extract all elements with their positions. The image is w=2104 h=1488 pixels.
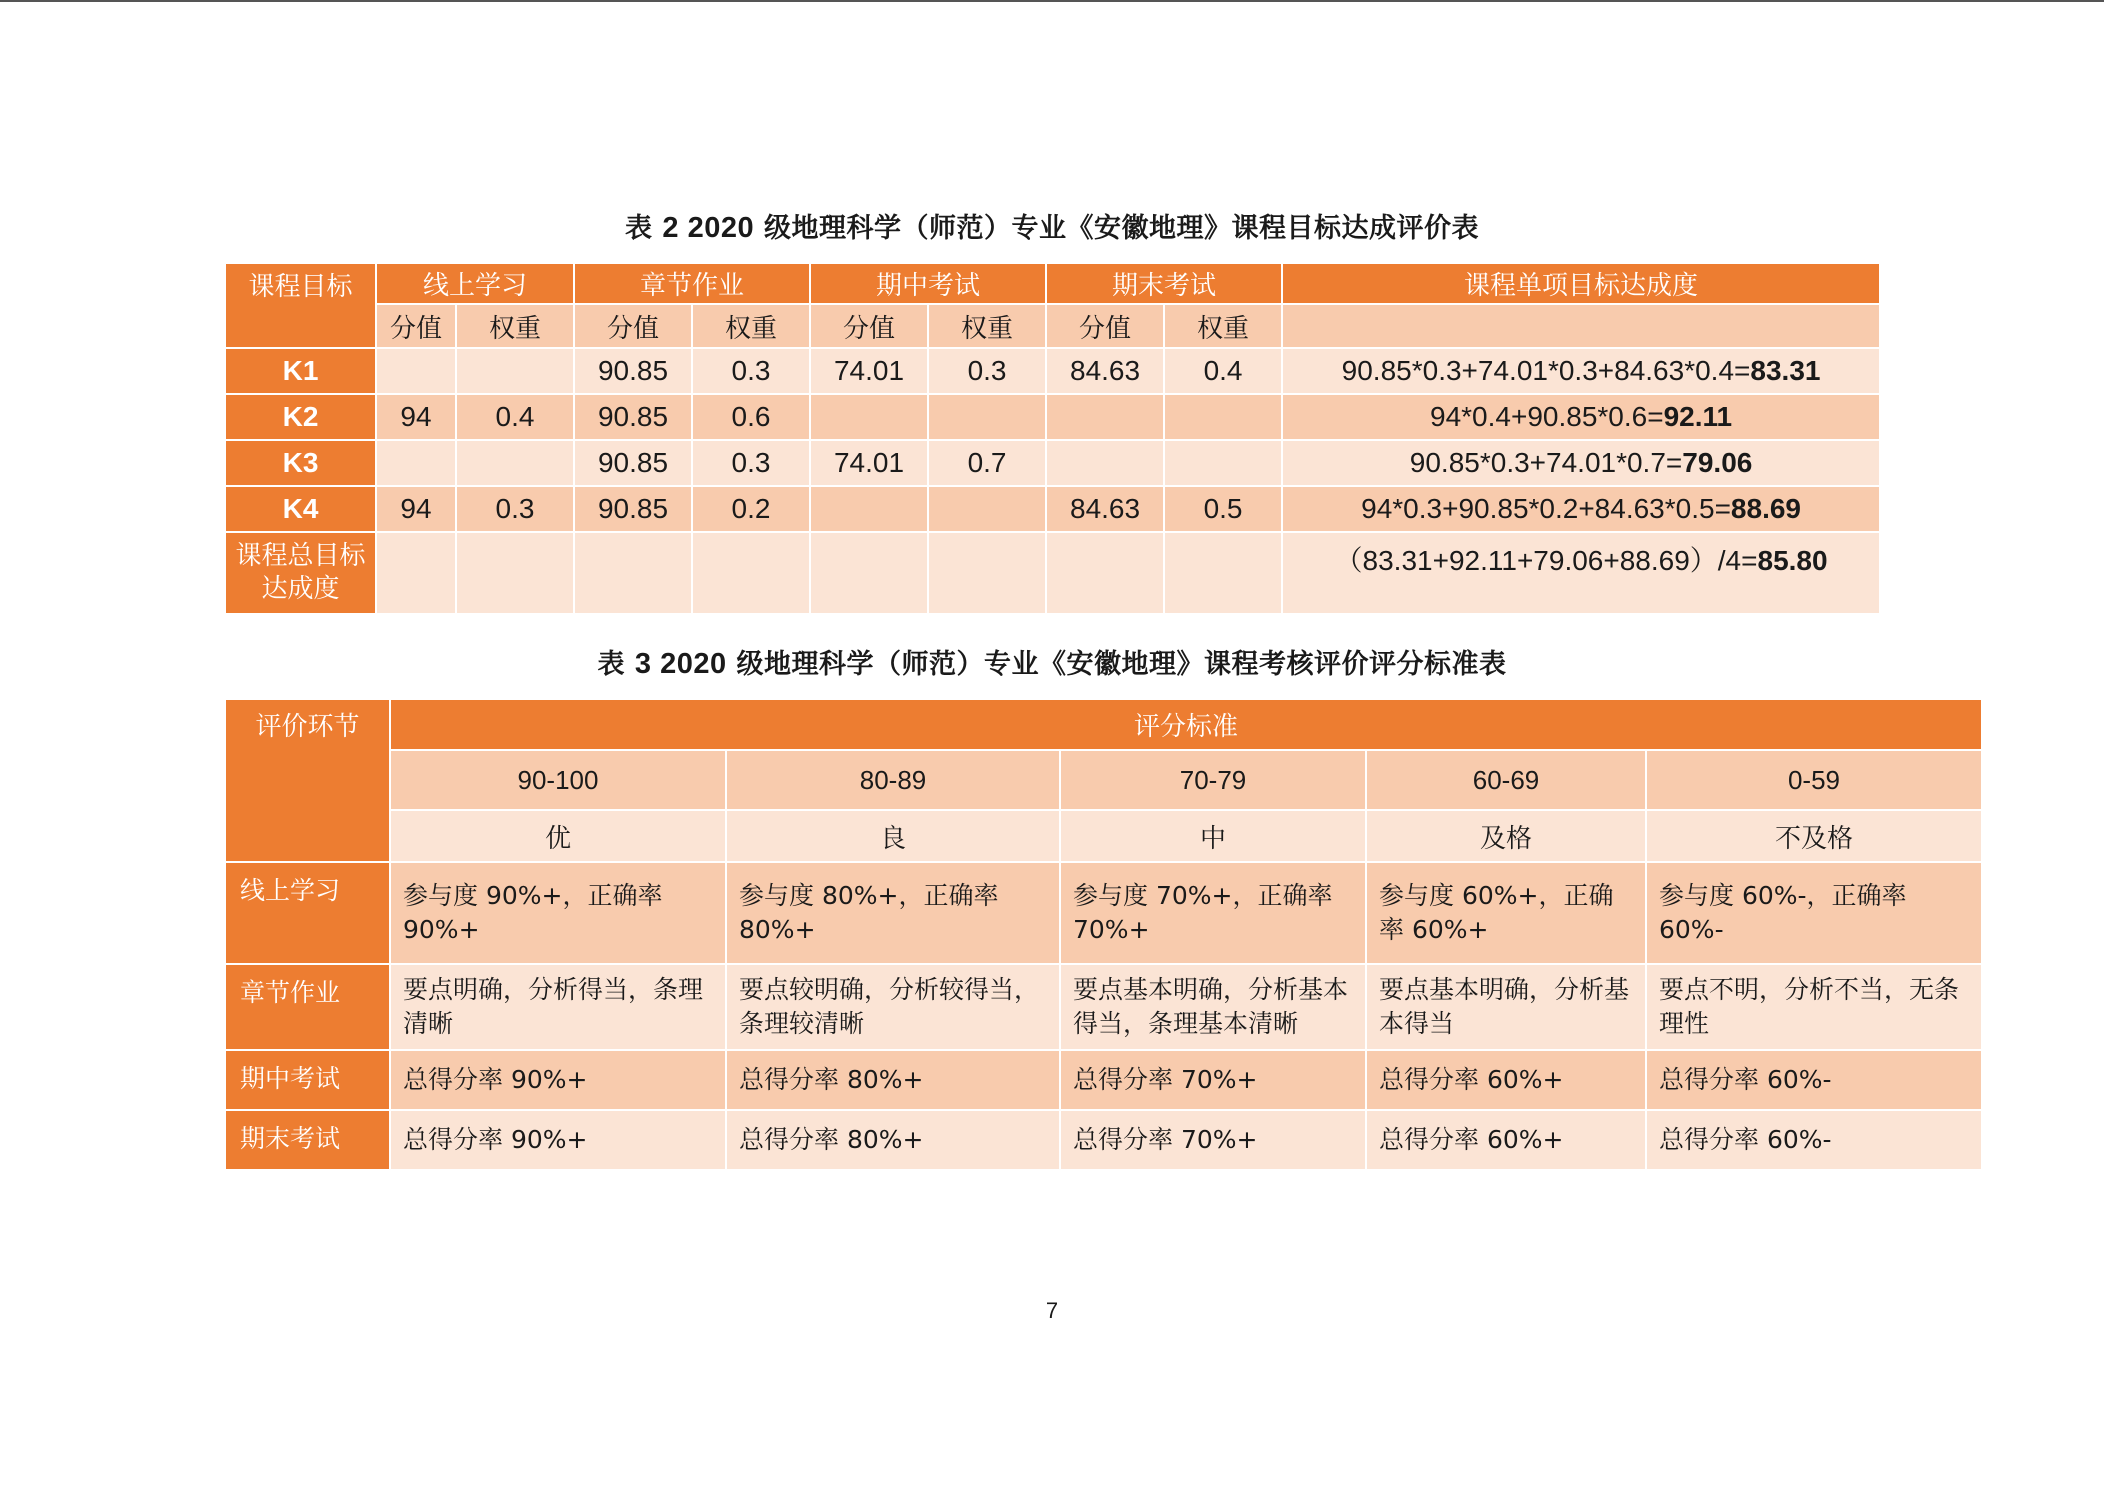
criteria-cell: 总得分率 90%+ [390, 1110, 726, 1170]
table3-caption-num: 3 2020 [634, 648, 727, 680]
criteria-cell: 参与度 60%-，正确率 60%- [1646, 862, 1982, 964]
stage-label: 线上学习 [226, 862, 390, 964]
table-row [226, 394, 1880, 440]
subheader-weight: 权重 [692, 304, 810, 348]
cell [1046, 394, 1164, 440]
cell [1164, 532, 1282, 614]
result: 92.11 [1663, 401, 1733, 432]
criteria-cell: 要点基本明确，分析基本得当 [1366, 964, 1646, 1050]
stage-label: 期中考试 [226, 1050, 390, 1110]
cell [1046, 532, 1164, 614]
cell [1164, 440, 1282, 486]
table2-caption [0, 206, 2104, 245]
goal-label: K3 [226, 440, 376, 486]
table3-caption [0, 642, 2104, 681]
table-row [226, 964, 1982, 1050]
subheader-score: 分值 [574, 304, 692, 348]
cell [376, 532, 456, 614]
cell: 0.3 [692, 348, 810, 394]
table-row [226, 862, 1982, 964]
goal-label: K1 [226, 348, 376, 394]
cell [810, 486, 928, 532]
page-number: 7 [1045, 1298, 1059, 1323]
table2-caption-prefix: 表 [624, 213, 653, 244]
grade-cell: 良 [726, 810, 1060, 862]
cell [928, 486, 1046, 532]
criteria-cell: 参与度 80%+，正确率 80%+ [726, 862, 1060, 964]
criteria-cell: 参与度 60%+，正确率 60%+ [1366, 862, 1646, 964]
header-chapter: 章节作业 [574, 264, 810, 304]
cell: 90.85 [574, 440, 692, 486]
cell [1046, 440, 1164, 486]
criteria-cell: 总得分率 80%+ [726, 1050, 1060, 1110]
achievement-cell [1282, 486, 1880, 532]
subheader-empty [1282, 304, 1880, 348]
stage-label: 期末考试 [226, 1110, 390, 1170]
cell [810, 532, 928, 614]
cell: 0.7 [928, 440, 1046, 486]
cell: 0.5 [1164, 486, 1282, 532]
cell: 74.01 [810, 440, 928, 486]
header-final: 期末考试 [1046, 264, 1282, 304]
table3-caption-text: 级地理科学（师范）专业《安徽地理》课程考核评价评分标准表 [726, 649, 1507, 680]
criteria-cell: 总得分率 70%+ [1060, 1050, 1366, 1110]
total-label: 课程总目标达成度 [226, 532, 376, 614]
subheader-weight: 权重 [1164, 304, 1282, 348]
cell: 0.6 [692, 394, 810, 440]
grade-cell: 中 [1060, 810, 1366, 862]
header-goal: 课程目标 [226, 264, 376, 348]
cell [456, 532, 574, 614]
cell [456, 348, 574, 394]
cell: 94 [376, 394, 456, 440]
formula: 94*0.4+90.85*0.6= [1430, 401, 1664, 432]
result: 83.31 [1750, 355, 1821, 386]
formula: 90.85*0.3+74.01*0.7= [1409, 447, 1683, 478]
cell: 90.85 [574, 394, 692, 440]
formula: 90.85*0.3+74.01*0.3+84.63*0.4= [1341, 355, 1751, 386]
range-cell: 70-79 [1060, 750, 1366, 810]
cell: 0.3 [456, 486, 574, 532]
criteria-cell: 总得分率 90%+ [390, 1050, 726, 1110]
cell [928, 394, 1046, 440]
cell: 90.85 [574, 486, 692, 532]
header-stage: 评价环节 [226, 700, 390, 862]
cell: 84.63 [1046, 486, 1164, 532]
subheader-score: 分值 [376, 304, 456, 348]
criteria-cell: 总得分率 60%+ [1366, 1110, 1646, 1170]
table3-caption-prefix: 表 [597, 649, 625, 680]
cell: 74.01 [810, 348, 928, 394]
criteria-cell: 参与度 70%+，正确率 70%+ [1060, 862, 1366, 964]
achievement-cell [1282, 394, 1880, 440]
grading-criteria-table [226, 700, 1983, 1171]
table-row [226, 1110, 1982, 1170]
table-row [226, 486, 1880, 532]
criteria-cell: 总得分率 80%+ [726, 1110, 1060, 1170]
table2-caption-num: 2 2020 [662, 212, 755, 244]
table-row [226, 1050, 1982, 1110]
header-criteria: 评分标准 [390, 700, 1982, 750]
cell [1164, 394, 1282, 440]
goal-label: K4 [226, 486, 376, 532]
table-row [226, 440, 1880, 486]
header-online: 线上学习 [376, 264, 574, 304]
total-row [226, 532, 1880, 614]
goal-label: K2 [226, 394, 376, 440]
cell [692, 532, 810, 614]
grade-cell: 不及格 [1646, 810, 1982, 862]
criteria-cell: 要点基本明确，分析基本得当，条理基本清晰 [1060, 964, 1366, 1050]
criteria-cell: 参与度 90%+，正确率 90%+ [390, 862, 726, 964]
subheader-score: 分值 [810, 304, 928, 348]
subheader-weight: 权重 [928, 304, 1046, 348]
cell: 0.3 [928, 348, 1046, 394]
criteria-cell: 要点不明，分析不当，无条理性 [1646, 964, 1982, 1050]
cell: 0.2 [692, 486, 810, 532]
cell: 90.85 [574, 348, 692, 394]
goal-achievement-table [226, 264, 1881, 615]
achievement-cell [1282, 440, 1880, 486]
subheader-score: 分值 [1046, 304, 1164, 348]
total-result: 85.80 [1757, 545, 1828, 576]
cell: 94 [376, 486, 456, 532]
criteria-cell: 总得分率 70%+ [1060, 1110, 1366, 1170]
header-midterm: 期中考试 [810, 264, 1046, 304]
range-cell: 0-59 [1646, 750, 1982, 810]
criteria-cell: 总得分率 60%- [1646, 1110, 1982, 1170]
range-cell: 60-69 [1366, 750, 1646, 810]
range-cell: 80-89 [726, 750, 1060, 810]
cell [928, 532, 1046, 614]
total-formula: （83.31+92.11+79.06+88.69）/4= [1334, 545, 1758, 576]
cell: 0.3 [692, 440, 810, 486]
table-row [226, 348, 1880, 394]
cell: 84.63 [1046, 348, 1164, 394]
formula: 94*0.3+90.85*0.2+84.63*0.5= [1361, 493, 1731, 524]
total-achievement-cell [1282, 532, 1880, 614]
criteria-cell: 总得分率 60%- [1646, 1050, 1982, 1110]
stage-label: 章节作业 [226, 964, 390, 1050]
grade-cell: 及格 [1366, 810, 1646, 862]
achievement-cell [1282, 348, 1880, 394]
cell [810, 394, 928, 440]
cell [376, 348, 456, 394]
result: 79.06 [1682, 447, 1753, 478]
result: 88.69 [1730, 493, 1801, 524]
cell [456, 440, 574, 486]
cell: 0.4 [456, 394, 574, 440]
criteria-cell: 要点明确，分析得当，条理清晰 [390, 964, 726, 1050]
criteria-cell: 要点较明确，分析较得当，条理较清晰 [726, 964, 1060, 1050]
header-achievement: 课程单项目标达成度 [1282, 264, 1880, 304]
cell: 0.4 [1164, 348, 1282, 394]
grade-cell: 优 [390, 810, 726, 862]
criteria-cell: 总得分率 60%+ [1366, 1050, 1646, 1110]
cell [376, 440, 456, 486]
cell [574, 532, 692, 614]
subheader-weight: 权重 [456, 304, 574, 348]
table2-caption-text: 级地理科学（师范）专业《安徽地理》课程目标达成评价表 [754, 213, 1479, 244]
range-cell: 90-100 [390, 750, 726, 810]
